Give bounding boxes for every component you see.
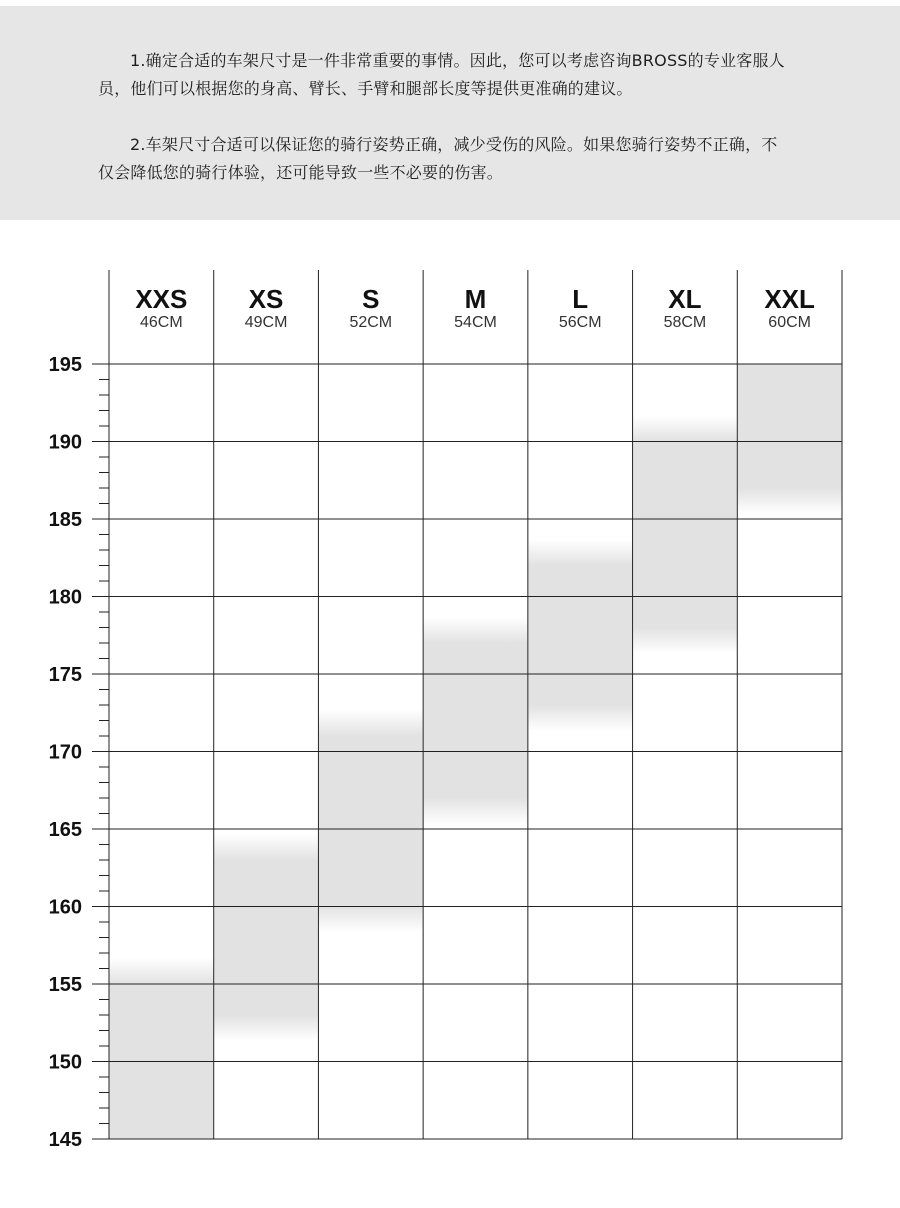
y-tick-label-175: 175 [48, 664, 82, 686]
range-fill-l [528, 540, 632, 732]
frame-size-xs: 49CM [244, 314, 288, 331]
size-label-m: M [464, 284, 487, 314]
y-tick-label-145: 145 [48, 1129, 82, 1151]
y-tick-label-195: 195 [48, 354, 82, 376]
note-riding-posture: 2.车架尺寸合适可以保证您的骑行姿势正确，减少受伤的风险。如果您骑行姿势不正确，不仅会降低您的骑行体验，还可能导致一些不必要的伤害。 [98, 135, 778, 182]
y-tick-label-185: 185 [48, 509, 82, 531]
y-tick-label-165: 165 [48, 819, 82, 841]
size-label-xxl: XXL [764, 284, 815, 314]
range-fill-xs [214, 834, 318, 1041]
range-fill-xxl [738, 364, 842, 514]
size-label-xs: XS [248, 284, 284, 314]
y-tick-label-170: 170 [48, 741, 82, 764]
range-fill-m [424, 617, 528, 824]
range-fill-xl [633, 416, 737, 654]
y-tick-label-160: 160 [48, 896, 82, 919]
y-tick-label-180: 180 [48, 586, 82, 609]
range-fill-xxs [110, 958, 214, 1139]
y-tick-label-190: 190 [48, 431, 82, 454]
frame-size-s: 52CM [349, 314, 393, 331]
frame-size-xxs: 46CM [140, 314, 183, 331]
note-frame-size-advice: 1.确定合适的车架尺寸是一件非常重要的事情。因此，您可以考虑咨询BROSS的专业客服人员，他们可以根据您的身高、臂长、手臂和腿部长度等提供更准确的建议。 [98, 51, 785, 98]
frame-size-xxl: 60CM [768, 314, 811, 331]
size-label-xxs: XXS [135, 284, 188, 314]
size-label-l: L [572, 284, 589, 314]
size-label-xl: XL [668, 284, 702, 314]
y-tick-label-155: 155 [48, 974, 82, 996]
frame-size-xl: 58CM [663, 314, 707, 331]
range-fill-s [319, 710, 423, 933]
frame-size-l: 56CM [558, 314, 602, 331]
size-label-s: S [362, 284, 380, 314]
frame-size-m: 54CM [454, 314, 497, 331]
y-tick-label-150: 150 [48, 1051, 82, 1074]
